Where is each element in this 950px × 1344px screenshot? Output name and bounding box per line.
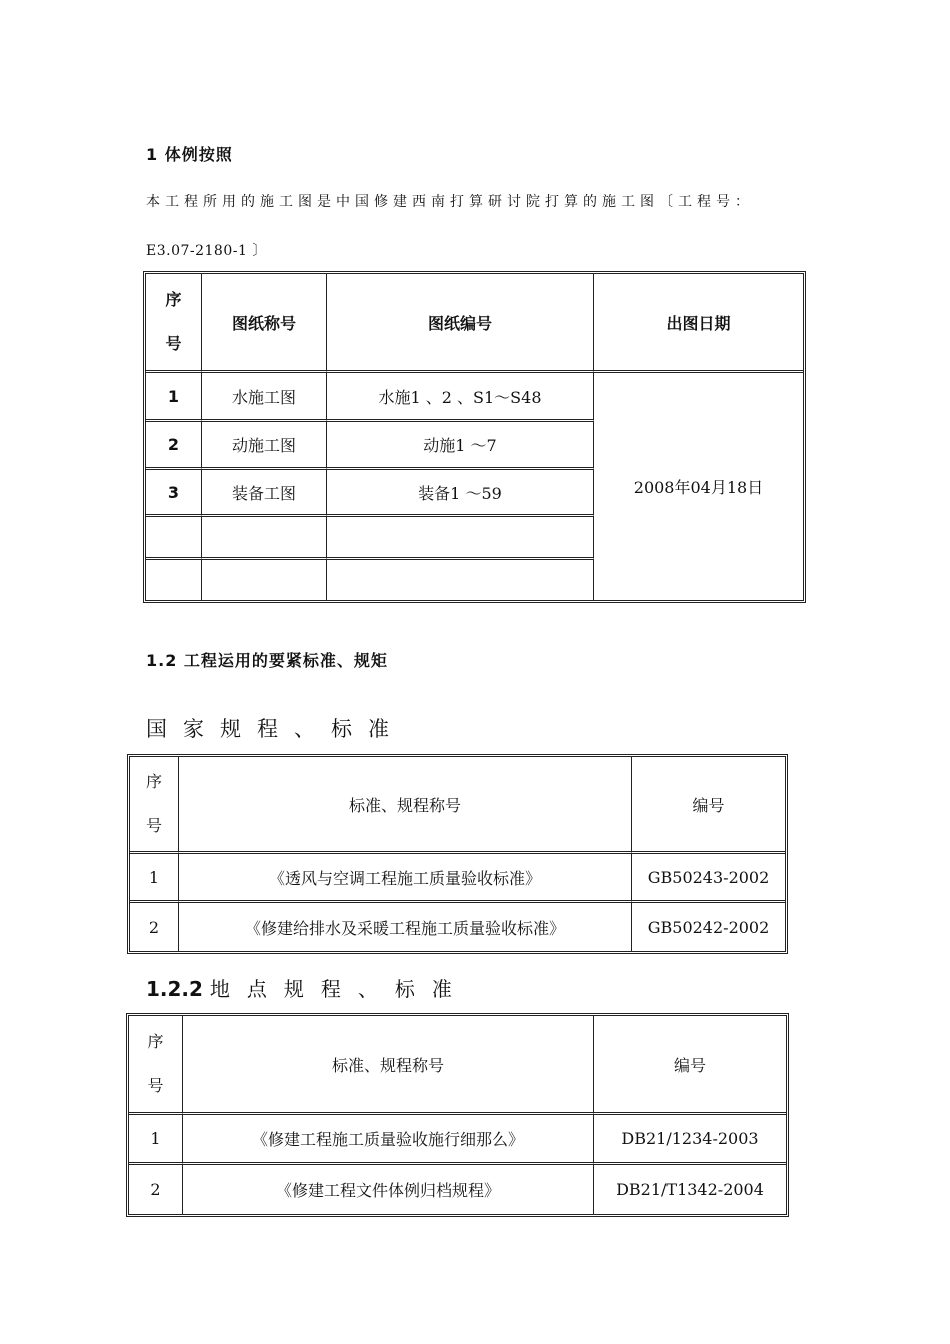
header-standard-code: 编号: [594, 1016, 786, 1115]
row-seq: [146, 560, 202, 600]
header-standard-name: 标准、规程称号: [183, 1016, 594, 1115]
row-standard-code: GB50242-2002: [647, 917, 770, 937]
table-row: [129, 1165, 786, 1214]
local-table-header: [129, 1016, 786, 1115]
row-standard-name: 《修建工程施工质量验收施行细那么》: [183, 1115, 594, 1165]
row-standard-code: DB21/T1342-2004: [616, 1180, 764, 1199]
row-drawing-code: [327, 517, 594, 560]
national-standards-title: 国家规程、标准: [146, 717, 405, 741]
header-seq: [146, 274, 202, 373]
header-seq-char: 号: [145, 816, 162, 835]
row-drawing-code: 水施1 、2 、S1～S48: [327, 373, 594, 422]
row-standard-code: DB21/1234-2003: [594, 1115, 786, 1165]
issue-date-cell: 2008年04月18日: [633, 478, 764, 497]
row-standard-name: 《透风与空调工程施工质量验收标准》: [179, 854, 632, 903]
local-standards-title-text: 地点规程、标准: [209, 977, 469, 1001]
header-drawing-code: 图纸编号: [327, 274, 594, 373]
header-standard-name: 标准、规程称号: [179, 757, 632, 854]
row-drawing-name: [202, 517, 327, 560]
row-drawing-code: [327, 560, 594, 600]
header-seq-char: 号: [147, 1076, 164, 1095]
section-1-paragraph: 本工程所用的施工图是中国修建西南打算研讨院打算的施工图〔工程号：: [146, 194, 754, 210]
row-seq: 2: [146, 422, 202, 470]
drawing-list-table: [143, 271, 806, 603]
section-1-2-heading: 1.2 工程运用的要紧标准、规矩: [146, 651, 388, 670]
row-drawing-name: 动施工图: [202, 422, 327, 470]
row-drawing-name: 装备工图: [202, 470, 327, 517]
table-row: [130, 854, 785, 903]
row-drawing-code: 装备1 ～59: [327, 470, 594, 517]
table-row: [146, 373, 803, 422]
row-standard-name: 《修建给排水及采暖工程施工质量验收标准》: [179, 903, 632, 951]
drawing-table-header: [146, 274, 803, 373]
row-drawing-name: 水施工图: [202, 373, 327, 422]
header-seq-char: 序: [165, 290, 182, 309]
row-seq: 3: [146, 470, 202, 517]
header-standard-code: 编号: [632, 757, 785, 854]
national-table-header: [130, 757, 785, 854]
row-drawing-name: [202, 560, 327, 600]
row-standard-code: GB50243-2002: [632, 854, 785, 903]
header-issue-date: 出图日期: [594, 274, 803, 373]
row-seq: [146, 517, 202, 560]
national-standards-table: [127, 754, 788, 954]
row-drawing-code: 动施1 ～7: [327, 422, 594, 470]
table-row: [130, 903, 785, 951]
section-1-project-number: E3.07-2180-1 〕: [146, 243, 267, 259]
local-standards-title: [146, 973, 469, 1002]
header-seq: [129, 1016, 183, 1115]
row-seq: 2: [129, 1165, 183, 1214]
header-seq-char: 序: [145, 772, 162, 791]
header-seq-char: 号: [165, 334, 182, 353]
header-seq-char: 序: [147, 1032, 164, 1051]
row-seq: 2: [130, 903, 179, 951]
row-seq: 1: [146, 373, 202, 422]
local-standards-table: [126, 1013, 789, 1217]
table-row: [129, 1115, 786, 1165]
row-standard-name: 《修建工程文件体例归档规程》: [183, 1165, 594, 1214]
header-drawing-name: 图纸称号: [202, 274, 327, 373]
row-seq: 1: [129, 1115, 183, 1165]
header-seq: [130, 757, 179, 854]
local-standards-number: 1.2.2: [146, 977, 203, 1001]
row-seq: 1: [130, 854, 179, 903]
section-1-heading: 1 体例按照: [146, 145, 233, 164]
